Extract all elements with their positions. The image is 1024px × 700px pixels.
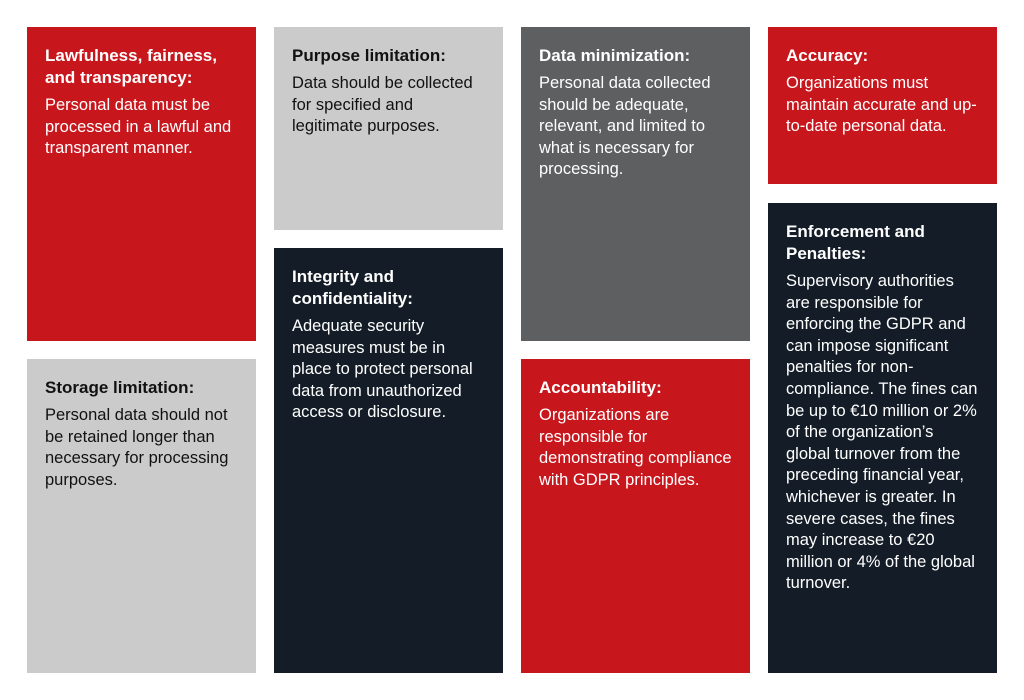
card-storage-limitation — [27, 359, 256, 673]
card-text: Supervisory authorities are responsible for enforcing the GDPR and can impose significant penalties for non-compliance. The fines can be up to €10 million or 2% of the organization’s global turnover from the preceding financial year, whichever is greater. In severe cases, the fines may increase to €20 million or 4% of the global turnover. — [786, 272, 978, 593]
card-title: Lawfulness, fairness, and transparency: — [45, 46, 217, 87]
card-text: Personal data must be processed in a lawful and transparent manner. — [45, 96, 232, 158]
card-title: Enforcement and Penalties: — [786, 222, 925, 263]
card-enforcement-penalties — [768, 203, 997, 673]
card-title: Data minimization: — [539, 46, 691, 65]
card-title: Integrity and confidentiality: — [292, 267, 413, 308]
card-data-minimization — [521, 27, 750, 341]
card-text: Organizations must maintain accurate and up-to-date personal data. — [786, 74, 977, 136]
card-title: Accuracy: — [786, 46, 869, 65]
card-lawfulness — [27, 27, 256, 341]
card-title: Accountability: — [539, 378, 662, 397]
card-text: Organizations are responsible for demonstrating compliance with GDPR principles. — [539, 406, 732, 489]
card-text: Personal data should not be retained longer than necessary for processing purposes. — [45, 406, 229, 489]
card-text: Adequate security measures must be in place to protect personal data from unauthorized access or disclosure. — [292, 317, 473, 422]
card-title: Storage limitation: — [45, 378, 195, 397]
card-text: Data should be collected for specified and legitimate purposes. — [292, 74, 473, 136]
card-accuracy — [768, 27, 997, 184]
card-accountability — [521, 359, 750, 673]
card-text: Personal data collected should be adequate, relevant, and limited to what is necessary for processing. — [539, 74, 711, 179]
card-title: Purpose limitation: — [292, 46, 446, 65]
card-purpose-limitation — [274, 27, 503, 230]
card-integrity-confidentiality — [274, 248, 503, 673]
